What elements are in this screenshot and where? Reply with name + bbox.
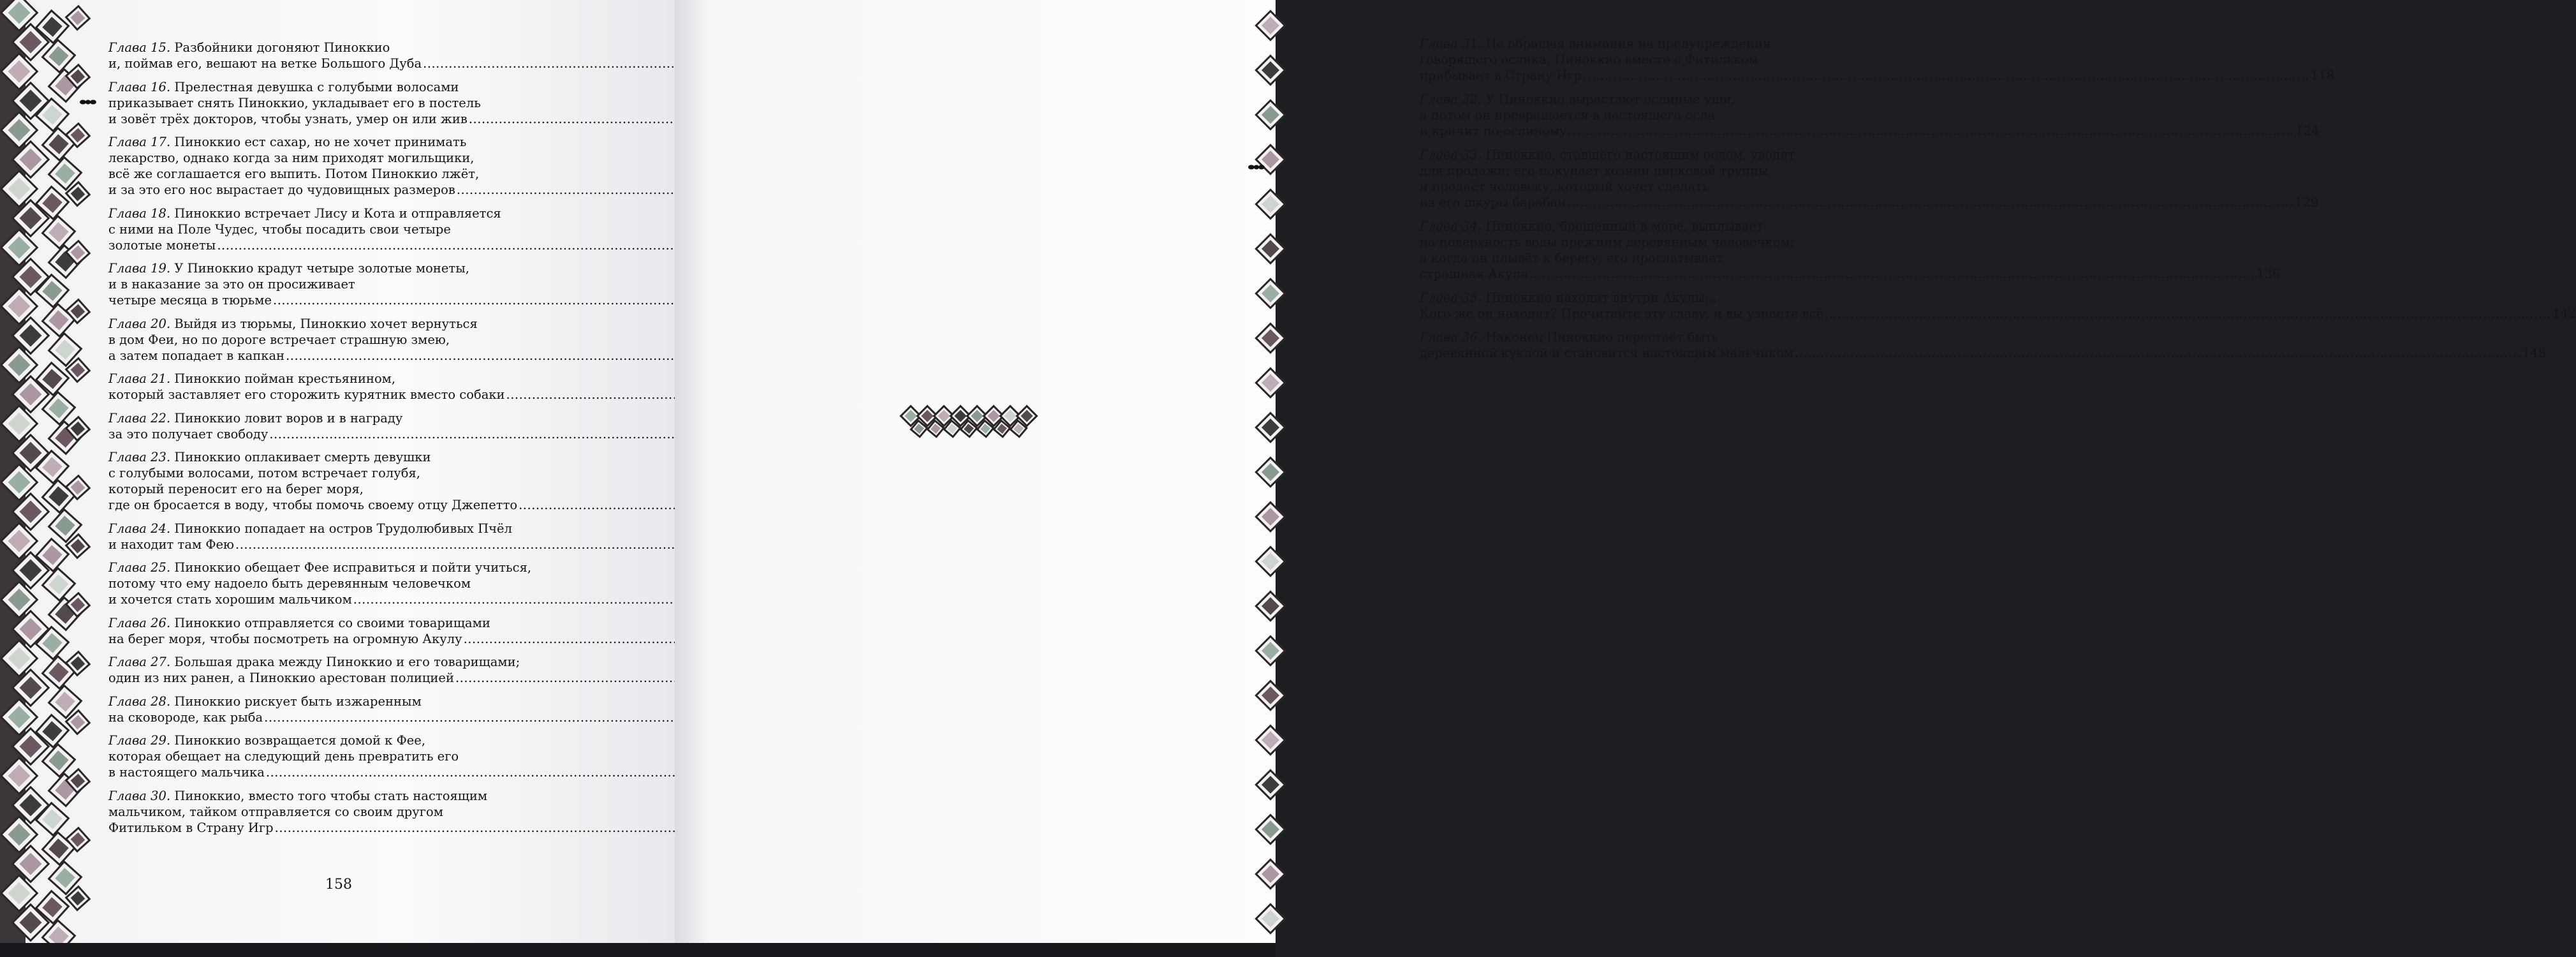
toc-entry-line (108, 481, 587, 497)
chapter-title-text: Пиноккио возвращается домой к Фее, (174, 733, 426, 748)
toc-entry-line (1420, 163, 1880, 179)
toc-entry (108, 654, 587, 686)
toc-entry-line (1420, 36, 1880, 52)
toc-entry-last-line (108, 764, 587, 780)
chapter-title-text: Пиноккио встречает Лису и Кота и отправляется (174, 205, 501, 221)
chapter-page-number: 118 (2310, 68, 2335, 83)
chapter-label: Глава 16. (108, 79, 171, 94)
toc-entry-line (1420, 290, 1880, 306)
toc-entry-line (1420, 234, 1880, 250)
toc-entry-line (108, 694, 587, 709)
chapter-title-text: говорящего ослика, Пиноккио вместе с Фитильком (1420, 52, 1758, 67)
toc-entry (108, 732, 587, 780)
chapter-title-text: Пиноккио оплакивает смерть девушки (174, 450, 431, 464)
chapter-title-text: мальчиком, тайком отправляется со своим другом (108, 804, 443, 819)
toc-entry-line (108, 521, 587, 537)
chapter-title-text: Пиноккио попадает на остров Трудолюбивых Пчёл (174, 521, 512, 536)
chapter-title-text: в дом Феи, но по дороге встречает страшную змею, (108, 332, 450, 347)
toc-entry-line (108, 449, 587, 465)
toc-entry-last-line (108, 670, 587, 686)
toc-entry (108, 521, 587, 553)
left-border-decoration (0, 0, 96, 943)
toc-entry-last-line (1420, 306, 2576, 322)
chapter-title-text: приказывает снять Пиноккио, укладывает его в постель (108, 95, 481, 110)
toc-entry-line (108, 560, 587, 575)
toc-entry (108, 615, 587, 647)
chapter-label: Глава 19. (108, 261, 171, 276)
chapter-title-text: и находит там Фею (108, 537, 235, 552)
chapter-label: Глава 20. (108, 316, 171, 331)
chapter-label: Глава 17. (108, 135, 171, 149)
toc-entry (1420, 329, 2547, 361)
chapter-title-text: Большая драка между Пиноккио и его товарищами; (174, 655, 520, 669)
toc-entry-line (108, 654, 587, 670)
chapter-label: Глава 34. (1420, 219, 1482, 234)
left-page (0, 0, 675, 943)
chapter-title-text: и хочется стать хорошим мальчиком (108, 592, 352, 607)
chapter-title-text: страшная Акула (1420, 267, 1528, 281)
toc-entry-line (108, 40, 587, 56)
toc-entry-line (1420, 329, 1880, 345)
chapter-title-text: Пиноккио отправляется со своими товарищами (174, 615, 490, 630)
chapter-title-text: один из них ранен, а Пиноккио арестован полицией (108, 671, 454, 685)
chapter-title-text: Пиноккио ловит воров и в награду (174, 410, 403, 426)
toc-entry (108, 79, 587, 127)
toc-entry (108, 788, 587, 836)
chapter-label: Глава 36. (1420, 330, 1482, 345)
chapter-title-text: где он бросается в воду, чтобы помочь своему отцу Джепетто (108, 498, 518, 512)
chapter-title-text: четыре месяца в тюрьме (108, 293, 272, 308)
chapter-label: Глава 18. (108, 205, 171, 221)
toc-entry-line (108, 134, 587, 150)
chapter-title-text: Пиноккио, вместо того чтобы стать настоящим (174, 788, 488, 803)
chapter-label: Глава 22. (108, 410, 171, 426)
toc-entry-last-line (1420, 123, 2320, 139)
chapter-page-number: 142 (2552, 306, 2576, 321)
toc-entry-line (108, 316, 587, 332)
chapter-title-text: всё же соглашается его выпить. Потом Пиноккио лжёт, (108, 167, 480, 181)
toc-entry-line (108, 732, 587, 748)
toc-entry (1420, 36, 2335, 84)
chapter-title-text: из его шкуры барабан (1420, 195, 1566, 210)
chapter-page-number: 148 (2522, 346, 2547, 360)
chapter-title-text: и в наказание за это он просиживает (108, 277, 355, 292)
chapter-title-text: для продажи; его покупает хозяин цирковой труппы (1420, 163, 1769, 178)
chapter-label: Глава 33. (1420, 147, 1482, 162)
toc-entry-line (1420, 179, 1880, 195)
chapter-title-text: лекарство, однако когда за ним приходят могильщики, (108, 151, 475, 165)
toc-entry (1420, 290, 2576, 322)
toc-entry-line (1420, 107, 1880, 123)
toc-entry-line (108, 276, 587, 292)
chapter-title-text: в настоящего мальчика (108, 765, 265, 780)
right-border-decoration (1237, 0, 1276, 943)
chapter-label: Глава 15. (108, 40, 171, 55)
toc-entry-line (108, 260, 587, 276)
chapter-page-number: 129 (2295, 195, 2319, 210)
chapter-title-text: золотые монеты (108, 237, 216, 253)
chapter-title-text: Пиноккио рискует быть изжаренным (174, 694, 422, 709)
chapter-title-text: деревянной куклой и становится настоящим мальчиком (1420, 346, 1794, 360)
chapter-title-text: которая обещает на следующий день превратить его (108, 749, 459, 764)
toc-entry-line (108, 166, 587, 182)
chapter-page-number: 136 (2256, 267, 2281, 281)
table-surface (0, 943, 1276, 957)
toc-entry-line (108, 332, 587, 348)
toc-right-column (1420, 36, 2576, 369)
toc-entry (108, 260, 587, 308)
chapter-title-text: Пиноккио, брошенный в море, выплывает (1485, 219, 1763, 234)
toc-entry-line (1420, 218, 1880, 234)
chapter-title-text: Пиноккио находит внутри Акулы... (1485, 290, 1717, 305)
page-number: 158 (325, 877, 352, 893)
dot-leader (1567, 195, 2293, 211)
chapter-title-text: Наконец Пиноккио перестаёт быть (1485, 330, 1719, 345)
toc-entry-line (1420, 52, 1880, 68)
toc-entry-last-line (108, 426, 587, 442)
chapter-label: Глава 26. (108, 615, 171, 630)
chapter-label: Глава 31. (1420, 36, 1482, 51)
chapter-label: Глава 32. (1420, 92, 1482, 107)
toc-entry-last-line (108, 56, 587, 71)
toc-entry (108, 40, 587, 71)
chapter-title-text: который переносит его на берег моря, (108, 482, 364, 496)
chapter-label: Глава 25. (108, 560, 171, 575)
toc-entry-last-line (108, 820, 587, 836)
toc-entry-last-line (1420, 345, 2547, 361)
toc-entry-last-line (108, 237, 587, 253)
chapter-label: Глава 23. (108, 450, 171, 464)
chapter-title-text: а потом он превращается в настоящего осла (1420, 108, 1716, 122)
toc-entry-last-line (108, 292, 587, 308)
toc-entry-line (1420, 250, 1880, 266)
chapter-title-text: Пиноккио, ставшего настоящим ослом, уводят (1485, 147, 1795, 162)
toc-entry-line (108, 95, 587, 111)
chapter-title-text: на поверхность воды прежним деревянным человечком; (1420, 235, 1794, 249)
toc-entry-line (108, 804, 587, 820)
toc-entry-last-line (108, 387, 587, 403)
toc-entry-line (108, 205, 587, 221)
toc-entry-last-line (1420, 266, 2281, 282)
toc-entry (108, 316, 587, 364)
chapter-title-text: и продаёт человеку, который хочет сделать (1420, 179, 1709, 194)
chapter-label: Глава 24. (108, 521, 171, 536)
chapter-title-text: на берег моря, чтобы посмотреть на огромную Акулу (108, 631, 462, 646)
chapter-title-text: и кричит по-ослиному (1420, 124, 1567, 138)
toc-entry-last-line (108, 709, 587, 725)
toc-entry-line (108, 150, 587, 166)
chapter-title-text: потому что ему надоело быть деревянным человечком (108, 576, 471, 591)
chapter-title-text: и, поймав его, вешают на ветке Большого Дуба (108, 56, 422, 71)
chapter-label: Глава 29. (108, 733, 171, 748)
chapter-label: Глава 27. (108, 655, 171, 669)
chapter-title-text: Прелестная девушка с голубыми волосами (174, 79, 459, 94)
toc-entry-line (108, 615, 587, 631)
chapter-label: Глава 21. (108, 371, 171, 386)
toc-entry-last-line (1420, 195, 2319, 211)
toc-entry-line (108, 788, 587, 804)
toc-entry (108, 694, 587, 725)
chapter-title-text: и за это его нос вырастает до чудовищных размеров (108, 182, 455, 197)
toc-entry-line (108, 575, 587, 591)
toc-entry (108, 410, 587, 442)
chapter-title-text: Кого же он находит? Прочитайте эту главу, и вы узнаете всё (1420, 306, 1824, 321)
toc-entry-line (108, 465, 587, 481)
toc-entry-last-line (108, 111, 587, 127)
toc-left-column (108, 40, 587, 843)
toc-entry-last-line (108, 537, 587, 553)
right-page (675, 0, 2576, 943)
toc-entry-line (108, 748, 587, 764)
toc-entry-last-line (108, 591, 587, 607)
toc-entry (1420, 147, 2319, 211)
chapter-title-text: а когда он плывёт к берегу, его проглатывает (1420, 251, 1723, 265)
dot-leader (1795, 345, 2521, 361)
chapter-title-text: Выйдя из тюрьмы, Пиноккио хочет вернуться (174, 316, 478, 331)
chapter-title-text: Фитильком в Страну Игр (108, 820, 274, 835)
chapter-title-text: с ними на Поле Чудес, чтобы посадить свои четыре (108, 221, 451, 237)
chapter-label: Глава 28. (108, 694, 171, 709)
toc-entry (108, 205, 587, 253)
toc-entry (108, 449, 587, 513)
chapter-title-text: Пиноккио пойман крестьянином, (174, 371, 396, 386)
dot-leader (1529, 266, 2256, 282)
toc-entry-line (108, 221, 587, 237)
diamond-ornament (899, 399, 1046, 444)
chapter-title-text: с голубыми волосами, потом встречает голубя, (108, 466, 420, 480)
chapter-title-text: на сковороде, как рыба (108, 709, 263, 725)
dot-leader (1568, 123, 2295, 139)
toc-entry-line (1420, 147, 1880, 163)
toc-entry-line (1420, 91, 1880, 107)
chapter-title-text: Пиноккио ест сахар, но не хочет принимать (174, 135, 467, 149)
chapter-label: Глава 35. (1420, 290, 1482, 305)
toc-entry (108, 134, 587, 198)
chapter-title-text: Пиноккио обещает Фее исправиться и пойти учиться, (174, 560, 532, 575)
chapter-title-text: а затем попадает в капкан (108, 348, 285, 363)
chapter-title-text: У Пиноккио крадут четыре золотые монеты, (174, 261, 469, 276)
toc-entry-last-line (108, 348, 587, 364)
toc-entry-line (108, 371, 587, 387)
chapter-title-text: Не обращая внимания на предупреждения (1485, 36, 1771, 51)
toc-entry (108, 371, 587, 403)
toc-entry-last-line (108, 182, 587, 198)
dot-leader (1583, 68, 2309, 84)
chapter-title-text: и зовёт трёх докторов, чтобы узнать, умер он или жив (108, 111, 467, 126)
toc-entry-last-line (1420, 68, 2335, 84)
toc-entry-last-line (108, 631, 587, 647)
toc-entry (108, 560, 587, 607)
toc-entry (1420, 218, 2281, 282)
toc-entry-line (108, 410, 587, 426)
chapter-label: Глава 30. (108, 788, 171, 803)
toc-entry-last-line (108, 497, 587, 513)
chapter-page-number: 124 (2295, 124, 2320, 138)
dot-leader (1825, 306, 2551, 322)
toc-entry-line (108, 79, 587, 95)
toc-entry (1420, 91, 2320, 139)
chapter-title-text: который заставляет его сторожить курятник вместо собаки (108, 387, 505, 402)
chapter-title-text: У Пиноккио вырастают ослиные уши, (1485, 92, 1735, 107)
chapter-title-text: прибывает в Страну Игр (1420, 68, 1582, 83)
chapter-title-text: Разбойники догоняют Пиноккио (174, 40, 390, 55)
chapter-title-text: за это получает свободу (108, 426, 269, 441)
